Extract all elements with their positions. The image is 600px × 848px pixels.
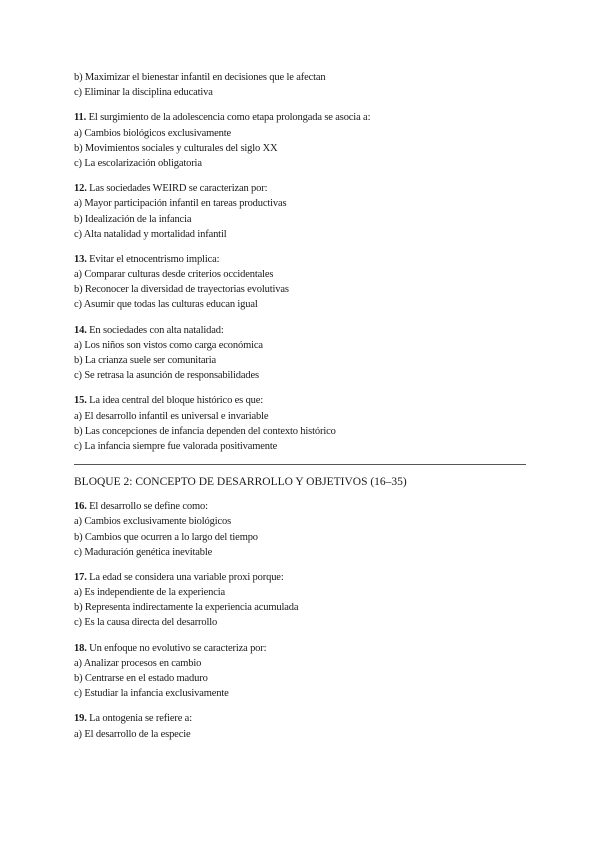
option-c: c) Es la causa directa del desarrollo [74,617,218,629]
option-c: c) La infancia siempre fue valorada positivamente [74,440,278,452]
question-stem [74,252,534,267]
question-13 [74,252,534,313]
question-number: 13. [74,253,87,265]
question-text: El surgimiento de la adolescencia como etapa prolongada se asocia a: [88,112,371,124]
question-text: Un enfoque no evolutivo se caracteriza por: [89,642,267,654]
question-number: 12. [74,183,87,195]
option-a: a) Cambios biológicos exclusivamente [74,127,232,139]
question-stem [74,711,534,726]
section-title: BLOQUE 2: CONCEPTO DE DESARROLLO Y OBJETIVOS (16–35) [74,476,407,489]
question-15 [74,393,534,454]
option-b: b) Representa indirectamente la experiencia acumulada [74,602,299,614]
question-14-tail [74,70,534,100]
question-stem [74,110,534,125]
option-c: c) Maduración genética inevitable [74,546,213,558]
question-stem [74,181,534,196]
question-stem [74,323,534,338]
question-19 [74,711,534,741]
option-c: c) Alta natalidad y mortalidad infantil [74,228,227,240]
question-number: 19. [74,713,87,725]
question-number: 15. [74,395,87,407]
option-b: b) Reconocer la diversidad de trayectorias evolutivas [74,284,289,296]
question-text: La edad se considera una variable proxi porque: [89,571,284,583]
question-text: El desarrollo se define como: [89,501,208,513]
question-text: La ontogenia se refiere a: [89,713,192,725]
option-a: a) El desarrollo de la especie [74,728,191,740]
section-divider [74,464,526,465]
question-stem [74,499,534,514]
question-11 [74,110,534,171]
option-c: c) Asumir que todas las culturas educan igual [74,299,258,311]
option-c: c) Estudiar la infancia exclusivamente [74,688,229,700]
question-18 [74,641,534,702]
question-stem [74,393,534,408]
option-c: c) Se retrasa la asunción de responsabilidades [74,370,259,382]
question-text: La idea central del bloque histórico es que: [89,395,264,407]
question-17 [74,570,534,631]
option-b: b) Cambios que ocurren a lo largo del tiempo [74,531,258,543]
option-c: c) Eliminar la disciplina educativa [74,87,213,99]
question-14 [74,323,534,384]
question-text: En sociedades con alta natalidad: [89,324,224,336]
option-a: a) Mayor participación infantil en tareas productivas [74,198,287,210]
option-a: a) Es independiente de la experiencia [74,587,225,599]
document-content [74,70,534,752]
question-number: 17. [74,571,87,583]
question-stem [74,570,534,585]
question-16 [74,499,534,560]
option-b: b) Maximizar el bienestar infantil en decisiones que le afectan [74,72,326,83]
option-a: a) Comparar culturas desde criterios occidentales [74,269,274,281]
question-12 [74,181,534,242]
question-number: 18. [74,642,87,654]
option-b: b) La crianza suele ser comunitaria [74,355,216,366]
question-number: 11. [74,112,87,124]
question-text: Las sociedades WEIRD se caracterizan por: [89,183,268,195]
question-number: 16. [74,501,87,513]
option-b: b) Centrarse en el estado maduro [74,673,208,684]
option-a: a) Los niños son vistos como carga económica [74,339,263,351]
option-b: b) Movimientos sociales y culturales del siglo XX [74,142,278,154]
question-number: 14. [74,324,87,336]
question-stem [74,641,534,656]
option-b: b) Idealización de la infancia [74,213,192,225]
question-text: Evitar el etnocentrismo implica: [89,253,220,265]
option-b: b) Las concepciones de infancia dependen del contexto histórico [74,425,336,437]
option-a: a) El desarrollo infantil es universal e invariable [74,410,269,422]
option-c: c) La escolarización obligatoria [74,157,202,169]
option-a: a) Analizar procesos en cambio [74,657,202,669]
option-a: a) Cambios exclusivamente biológicos [74,516,232,528]
